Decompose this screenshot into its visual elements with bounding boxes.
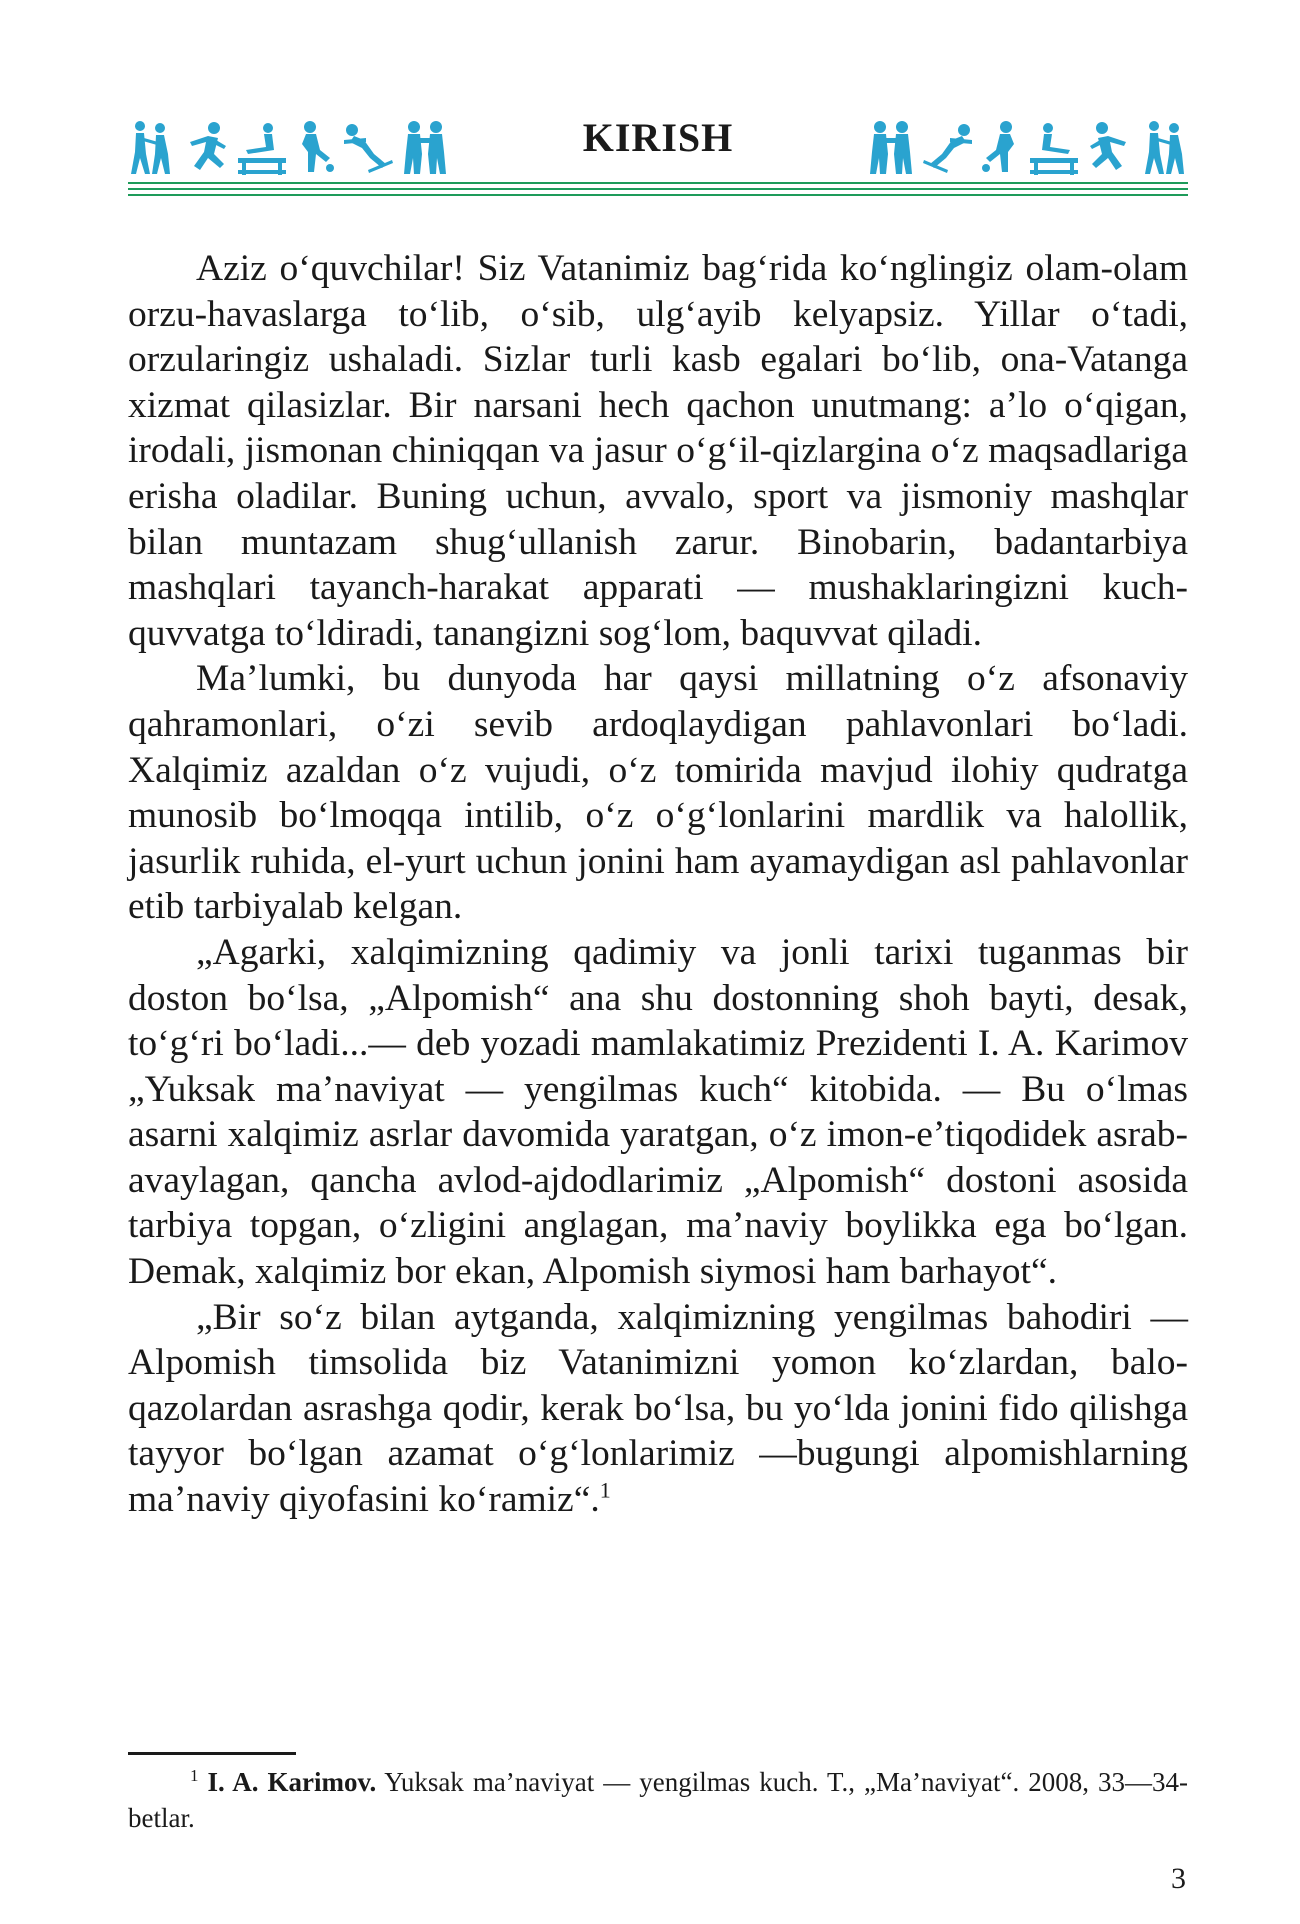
- paragraph: „Agarki, xalqimizning qadimiy va jonli tarixi tuganmas bir doston bo‘lsa, „Alpomish“ ana shu dostonning shoh bayti, desak, to‘g‘ri bo‘ladi...— deb yozadi mamlakatimiz Prezidenti I. A. Karimov „Yuksak ma’naviyat — yengilmas kuch“ kitobida. — Bu o‘lmas asarni xalqimiz asrlar davomida yaratgan, o‘z imon-e’tiqodidek asrab-avaylagan, qancha avlod-ajdodlarimiz „Alpomish“ dostoni asosida tarbiya topgan, o‘zligini anglagan, ma’naviy boylikka ega bo‘lgan. Demak, xalqimiz bor ekan, Alpomish siymosi ham barhayot“.: [128, 931, 1188, 1293]
- footnote-reference[interactable]: 1: [599, 1477, 611, 1503]
- chapter-header: [128, 112, 1188, 202]
- chapter-title: KIRISH: [582, 115, 734, 160]
- header-rules: [128, 182, 1188, 200]
- paragraph-text: „Bir so‘z bilan aytganda, xalqimizning yengilmas bahodiri — Alpomish timsolida biz Vatanimizni yomon ko‘zlardan, balo-qazolardan asrashga qodir, kerak bo‘lsa, bu yo‘lda jonini fido qilishga tayyor bo‘lgan azamat o‘g‘lonlarimiz —bugungi alpomishlarning ma’naviy qiyofasini ko‘ramiz“.: [128, 1296, 1188, 1521]
- header-rule: [128, 182, 1188, 184]
- wrestlers-icon: [866, 120, 916, 176]
- footnote: [128, 1764, 1188, 1836]
- gymnast-beam-icon: [1026, 120, 1082, 176]
- paragraph: Aziz o‘quvchilar! Siz Vatanimiz bag‘rida ko‘nglingiz olam-olam orzu-havaslarga to‘lib, o‘sib, ulg‘ayib kelyapsiz. Yillar o‘tadi, orzularingiz ushaladi. Sizlar turli kasb egalari bo‘lib, ona-Vatanga xizmat qilasizlar. Bir narsani hech qachon unutmang: a’lo o‘qigan, irodali, jismonan chiniqqan va jasur o‘g‘il-qizlargina o‘z maqsadlariga erisha oladilar. Buning uchun, avvalo, sport va jismoniy mashqlar bilan muntazam shug‘ullanish zarur. Binobarin, badantarbiya mashqlari tayanch-harakat apparati — mushaklaringizni kuch-quvvatga to‘ldiradi, tanangizni sog‘lom, baquvvat qiladi.: [128, 248, 1188, 654]
- footnote-mark: 1: [190, 1766, 199, 1785]
- body-text: [128, 246, 1188, 1523]
- footnote-author: I. A. Karimov.: [207, 1767, 377, 1797]
- page-number: 3: [1171, 1862, 1186, 1895]
- header-rule: [128, 194, 1188, 196]
- footnote-text: Yuksak ma’naviyat — yengilmas kuch. T., „Ma’naviyat“. 2008, 33—34- betlar.: [128, 1767, 1188, 1833]
- runner-icon: [1088, 120, 1136, 176]
- paragraph: Ma’lumki, bu dunyoda har qaysi millatning o‘z afsonaviy qahramonlari, o‘zi sevib ardoqlaydigan pahlavonlari bo‘ladi. Xalqimiz azaldan o‘z vujudi, o‘z tomirida mavjud ilohiy qudratga munosib bo‘lmoqqa intilib, o‘z o‘g‘lonlarini mardlik va halollik, jasurlik ruhida, el-yurt uchun jonini ham ayamaydigan asl pahlavonlar etib tarbiyalab kelgan.: [128, 658, 1188, 928]
- footballer-icon: [980, 120, 1020, 176]
- footnote-separator: [128, 1752, 296, 1755]
- sport-icons-right: [866, 116, 1188, 176]
- skier-icon: [922, 120, 974, 176]
- paragraph: [128, 1295, 1188, 1523]
- fencers-icon: [1142, 120, 1188, 176]
- header-rule: [128, 188, 1188, 190]
